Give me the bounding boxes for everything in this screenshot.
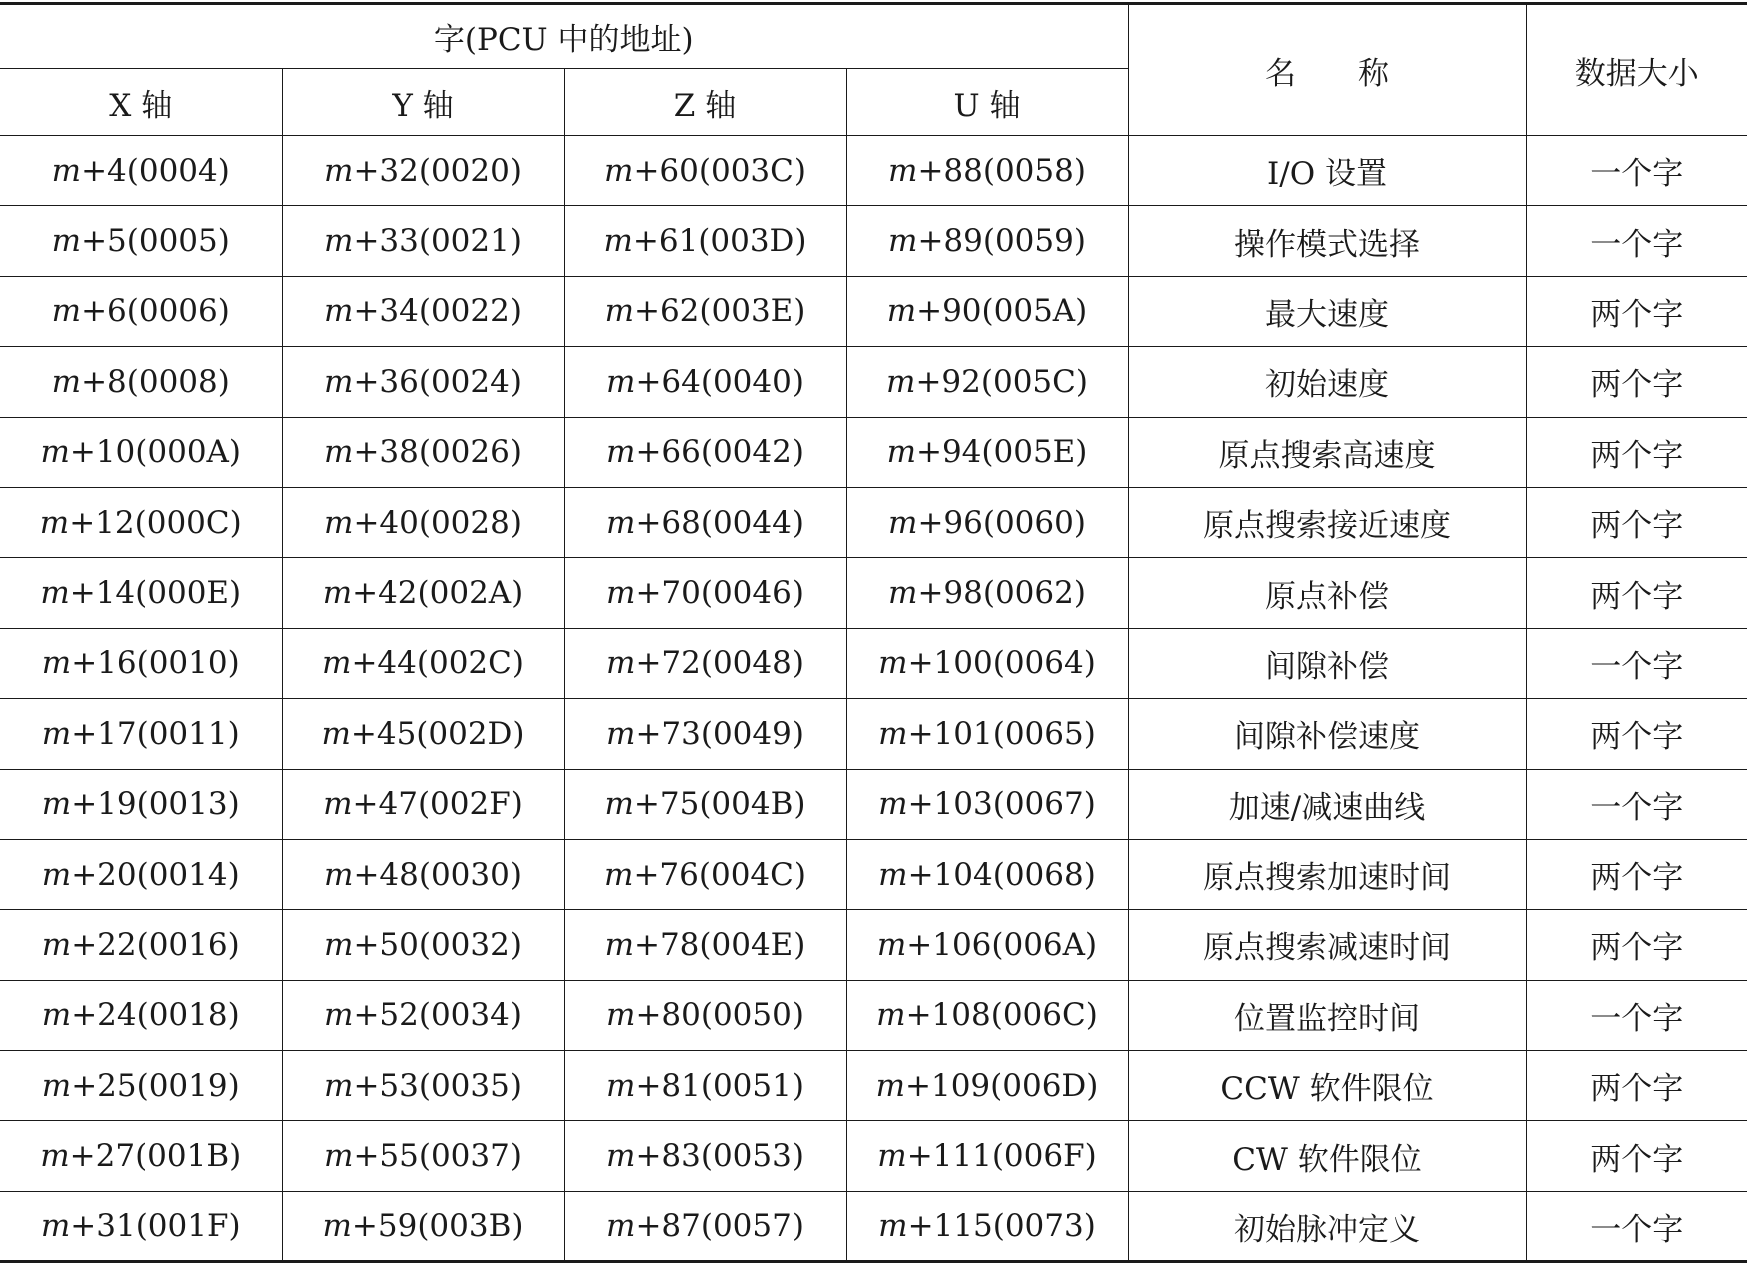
- base-address-variable: m: [41, 856, 72, 893]
- parameter-name-cell: CCW 软件限位: [1128, 1051, 1526, 1121]
- base-address-variable: m: [877, 1138, 907, 1175]
- table-row: [0, 558, 1747, 628]
- address-offset: +104(0068): [907, 856, 1096, 893]
- address-offset: +27(001B): [69, 1138, 242, 1175]
- address-offset: +61(003D): [632, 223, 807, 260]
- address-offset: +94(005E): [915, 434, 1088, 471]
- address-offset: +8(0008): [81, 363, 230, 400]
- data-size-cell: 一个字: [1526, 136, 1747, 206]
- base-address-variable: m: [888, 223, 918, 260]
- y-axis-address-cell: [282, 1051, 564, 1121]
- base-address-variable: m: [606, 715, 636, 752]
- u-axis-address-cell: [846, 487, 1128, 557]
- y-axis-address-cell: [282, 558, 564, 628]
- z-axis-address-cell: [564, 487, 846, 557]
- address-offset: +33(0021): [353, 223, 522, 260]
- base-address-variable: m: [324, 856, 354, 893]
- table-row: [0, 628, 1747, 698]
- data-size-cell: 一个字: [1526, 1191, 1747, 1261]
- table-body: [0, 136, 1747, 1262]
- address-offset: +90(005A): [916, 293, 1088, 330]
- table-row: [0, 1121, 1747, 1191]
- address-offset: +111(006F): [906, 1138, 1097, 1175]
- data-size-cell: 两个字: [1526, 1121, 1747, 1191]
- address-offset: +50(0032): [353, 926, 522, 963]
- address-offset: +38(0026): [353, 434, 522, 471]
- data-size-cell: 一个字: [1526, 206, 1747, 276]
- y-axis-address-cell: [282, 980, 564, 1050]
- address-offset: +68(0044): [635, 504, 804, 541]
- address-offset: +80(0050): [635, 997, 804, 1034]
- base-address-variable: m: [41, 997, 72, 1034]
- address-offset: +10(000A): [69, 434, 242, 471]
- table-row: [0, 417, 1747, 487]
- table-row: [0, 1191, 1747, 1261]
- y-axis-address-cell: [282, 839, 564, 909]
- u-axis-address-cell: [846, 136, 1128, 206]
- base-address-variable: m: [324, 926, 354, 963]
- address-offset: +76(004C): [633, 856, 806, 893]
- address-offset: +83(0053): [635, 1138, 804, 1175]
- base-address-variable: m: [886, 434, 916, 471]
- address-offset: +62(003E): [633, 293, 806, 330]
- base-address-variable: m: [324, 363, 354, 400]
- y-axis-address-cell: [282, 628, 564, 698]
- z-axis-address-cell: [564, 1051, 846, 1121]
- address-offset: +101(0065): [907, 715, 1096, 752]
- y-axis-address-cell: [282, 347, 564, 417]
- base-address-variable: m: [324, 1067, 354, 1104]
- x-axis-address-cell: [0, 980, 282, 1050]
- address-offset: +48(0030): [353, 856, 522, 893]
- address-offset: +103(0067): [907, 786, 1096, 823]
- parameter-name-cell: 操作模式选择: [1128, 206, 1526, 276]
- base-address-variable: m: [878, 645, 908, 682]
- u-axis-address-cell: [846, 417, 1128, 487]
- x-axis-address-cell: [0, 206, 282, 276]
- base-address-variable: m: [888, 152, 918, 189]
- address-offset: +12(000C): [69, 504, 242, 541]
- base-address-variable: m: [878, 715, 908, 752]
- base-address-variable: m: [886, 293, 917, 330]
- address-offset: +109(006D): [905, 1067, 1099, 1104]
- u-axis-address-cell: [846, 769, 1128, 839]
- data-size-cell: 两个字: [1526, 276, 1747, 346]
- u-axis-address-cell: [846, 347, 1128, 417]
- z-axis-address-cell: [564, 1191, 846, 1261]
- data-size-cell: 两个字: [1526, 558, 1747, 628]
- address-offset: +96(0060): [917, 504, 1086, 541]
- base-address-variable: m: [41, 645, 72, 682]
- u-axis-address-cell: [846, 558, 1128, 628]
- address-offset: +31(001F): [70, 1208, 241, 1245]
- parameter-name-cell: 原点搜索减速时间: [1128, 910, 1526, 980]
- y-axis-header: Y 轴: [282, 69, 564, 136]
- u-axis-address-cell: [846, 1191, 1128, 1261]
- address-offset: +16(0010): [71, 645, 240, 682]
- base-address-variable: m: [606, 645, 636, 682]
- u-axis-address-cell: [846, 1121, 1128, 1191]
- address-offset: +100(0064): [907, 645, 1096, 682]
- y-axis-address-cell: [282, 206, 564, 276]
- z-axis-address-cell: [564, 980, 846, 1050]
- parameter-name-cell: CW 软件限位: [1128, 1121, 1526, 1191]
- base-address-variable: m: [324, 434, 354, 471]
- data-size-cell: 两个字: [1526, 1051, 1747, 1121]
- x-axis-address-cell: [0, 628, 282, 698]
- parameter-name-cell: 加速/减速曲线: [1128, 769, 1526, 839]
- address-offset: +75(004B): [633, 786, 806, 823]
- base-address-variable: m: [40, 575, 70, 612]
- parameter-name-cell: 初始速度: [1128, 347, 1526, 417]
- base-address-variable: m: [876, 926, 907, 963]
- z-axis-address-cell: [564, 628, 846, 698]
- data-size-cell: 两个字: [1526, 699, 1747, 769]
- address-offset: +59(003B): [351, 1208, 524, 1245]
- table-row: [0, 839, 1747, 909]
- address-offset: +70(0046): [635, 575, 804, 612]
- base-address-variable: m: [324, 152, 354, 189]
- x-axis-address-cell: [0, 769, 282, 839]
- base-address-variable: m: [40, 1138, 70, 1175]
- address-offset: +115(0073): [907, 1208, 1096, 1245]
- u-axis-header: U 轴: [846, 69, 1128, 136]
- address-offset: +22(0016): [71, 926, 240, 963]
- parameter-name-cell: 原点搜索接近速度: [1128, 487, 1526, 557]
- y-axis-address-cell: [282, 276, 564, 346]
- base-address-variable: m: [324, 293, 354, 330]
- data-size-cell: 两个字: [1526, 347, 1747, 417]
- base-address-variable: m: [51, 152, 82, 189]
- base-address-variable: m: [606, 997, 636, 1034]
- x-axis-header: X 轴: [0, 69, 282, 136]
- base-address-variable: m: [322, 575, 353, 612]
- address-offset: +6(0006): [81, 293, 230, 330]
- address-offset: +5(0005): [81, 223, 230, 260]
- base-address-variable: m: [51, 363, 82, 400]
- base-address-variable: m: [603, 223, 633, 260]
- u-axis-address-cell: [846, 276, 1128, 346]
- base-address-variable: m: [606, 575, 636, 612]
- address-offset: +42(002A): [352, 575, 524, 612]
- base-address-variable: m: [324, 1138, 354, 1175]
- base-address-variable: m: [604, 293, 634, 330]
- u-axis-address-cell: [846, 206, 1128, 276]
- table-row: [0, 206, 1747, 276]
- u-axis-address-cell: [846, 980, 1128, 1050]
- base-address-variable: m: [51, 223, 82, 260]
- base-address-variable: m: [606, 434, 636, 471]
- u-axis-address-cell: [846, 839, 1128, 909]
- address-offset: +14(000E): [69, 575, 242, 612]
- base-address-variable: m: [604, 152, 634, 189]
- x-axis-address-cell: [0, 699, 282, 769]
- data-size-cell: 两个字: [1526, 839, 1747, 909]
- address-offset: +66(0042): [635, 434, 804, 471]
- address-offset: +17(0011): [71, 715, 240, 752]
- address-offset: +106(006A): [906, 926, 1098, 963]
- address-offset: +19(0013): [71, 786, 240, 823]
- address-offset: +60(003C): [633, 152, 806, 189]
- base-address-variable: m: [606, 1067, 636, 1104]
- data-size-cell: 两个字: [1526, 417, 1747, 487]
- table-row: [0, 136, 1747, 206]
- address-offset: +36(0024): [353, 363, 522, 400]
- address-offset: +88(0058): [917, 152, 1086, 189]
- header-row-1: [0, 4, 1747, 69]
- base-address-variable: m: [324, 997, 354, 1034]
- y-axis-address-cell: [282, 699, 564, 769]
- table-row: [0, 980, 1747, 1050]
- address-offset: +52(0034): [353, 997, 522, 1034]
- x-axis-address-cell: [0, 1051, 282, 1121]
- base-address-variable: m: [606, 363, 636, 400]
- name-column-header: 名 称: [1128, 4, 1526, 136]
- address-group-header: 字(PCU 中的地址): [0, 4, 1128, 69]
- base-address-variable: m: [41, 786, 72, 823]
- parameter-name-cell: 原点搜索加速时间: [1128, 839, 1526, 909]
- parameter-name-cell: 原点补偿: [1128, 558, 1526, 628]
- parameter-name-cell: 最大速度: [1128, 276, 1526, 346]
- base-address-variable: m: [878, 1208, 908, 1245]
- base-address-variable: m: [875, 1067, 906, 1104]
- table-row: [0, 910, 1747, 980]
- address-offset: +53(0035): [353, 1067, 522, 1104]
- address-offset: +24(0018): [71, 997, 240, 1034]
- x-axis-address-cell: [0, 417, 282, 487]
- z-axis-address-cell: [564, 839, 846, 909]
- table-row: [0, 347, 1747, 417]
- address-offset: +73(0049): [635, 715, 804, 752]
- z-axis-address-cell: [564, 417, 846, 487]
- x-axis-address-cell: [0, 558, 282, 628]
- base-address-variable: m: [604, 926, 634, 963]
- base-address-variable: m: [606, 1208, 636, 1245]
- base-address-variable: m: [41, 926, 72, 963]
- parameter-name-cell: 位置监控时间: [1128, 980, 1526, 1050]
- address-offset: +87(0057): [635, 1208, 804, 1245]
- z-axis-address-cell: [564, 136, 846, 206]
- address-offset: +45(002D): [350, 715, 525, 752]
- x-axis-address-cell: [0, 487, 282, 557]
- z-axis-address-cell: [564, 558, 846, 628]
- base-address-variable: m: [886, 363, 916, 400]
- x-axis-address-cell: [0, 1121, 282, 1191]
- address-offset: +34(0022): [353, 293, 522, 330]
- data-size-cell: 两个字: [1526, 910, 1747, 980]
- data-size-cell: 一个字: [1526, 980, 1747, 1050]
- base-address-variable: m: [321, 715, 351, 752]
- base-address-variable: m: [40, 1208, 71, 1245]
- address-offset: +47(002F): [352, 786, 523, 823]
- address-offset: +32(0020): [353, 152, 522, 189]
- base-address-variable: m: [606, 1138, 636, 1175]
- address-offset: +44(002C): [351, 645, 524, 682]
- x-axis-address-cell: [0, 910, 282, 980]
- base-address-variable: m: [322, 1208, 352, 1245]
- y-axis-address-cell: [282, 417, 564, 487]
- table-row: [0, 769, 1747, 839]
- x-axis-address-cell: [0, 136, 282, 206]
- y-axis-address-cell: [282, 1121, 564, 1191]
- x-axis-address-cell: [0, 276, 282, 346]
- data-size-cell: 一个字: [1526, 769, 1747, 839]
- z-axis-address-cell: [564, 276, 846, 346]
- table-row: [0, 487, 1747, 557]
- address-offset: +92(005C): [915, 363, 1088, 400]
- base-address-variable: m: [604, 856, 634, 893]
- z-axis-address-cell: [564, 206, 846, 276]
- y-axis-address-cell: [282, 769, 564, 839]
- parameter-name-cell: 间隙补偿速度: [1128, 699, 1526, 769]
- parameter-name-cell: 初始脉冲定义: [1128, 1191, 1526, 1261]
- base-address-variable: m: [41, 1067, 72, 1104]
- base-address-variable: m: [878, 856, 908, 893]
- y-axis-address-cell: [282, 910, 564, 980]
- base-address-variable: m: [878, 786, 908, 823]
- z-axis-address-cell: [564, 1121, 846, 1191]
- base-address-variable: m: [876, 997, 906, 1034]
- table-row: [0, 699, 1747, 769]
- z-axis-address-cell: [564, 769, 846, 839]
- y-axis-address-cell: [282, 1191, 564, 1261]
- data-size-cell: 一个字: [1526, 628, 1747, 698]
- address-offset: +81(0051): [635, 1067, 804, 1104]
- base-address-variable: m: [324, 223, 354, 260]
- u-axis-address-cell: [846, 1051, 1128, 1121]
- u-axis-address-cell: [846, 910, 1128, 980]
- address-offset: +40(0028): [353, 504, 522, 541]
- z-axis-address-cell: [564, 910, 846, 980]
- base-address-variable: m: [40, 434, 70, 471]
- address-offset: +72(0048): [635, 645, 804, 682]
- size-column-header: 数据大小: [1526, 4, 1747, 136]
- parameter-address-table: [0, 2, 1747, 1263]
- data-size-cell: 两个字: [1526, 487, 1747, 557]
- parameter-name-cell: 间隙补偿: [1128, 628, 1526, 698]
- parameter-name-cell: 原点搜索高速度: [1128, 417, 1526, 487]
- address-offset: +55(0037): [353, 1138, 522, 1175]
- x-axis-address-cell: [0, 1191, 282, 1261]
- base-address-variable: m: [888, 575, 918, 612]
- z-axis-header: Z 轴: [564, 69, 846, 136]
- address-offset: +4(0004): [81, 152, 230, 189]
- table-row: [0, 1051, 1747, 1121]
- base-address-variable: m: [322, 645, 352, 682]
- u-axis-address-cell: [846, 699, 1128, 769]
- base-address-variable: m: [323, 786, 353, 823]
- table-row: [0, 276, 1747, 346]
- z-axis-address-cell: [564, 699, 846, 769]
- address-offset: +64(0040): [635, 363, 804, 400]
- base-address-variable: m: [41, 715, 72, 752]
- base-address-variable: m: [51, 293, 82, 330]
- x-axis-address-cell: [0, 839, 282, 909]
- z-axis-address-cell: [564, 347, 846, 417]
- base-address-variable: m: [324, 504, 354, 541]
- y-axis-address-cell: [282, 487, 564, 557]
- base-address-variable: m: [604, 786, 634, 823]
- address-offset: +108(006C): [905, 997, 1098, 1034]
- u-axis-address-cell: [846, 628, 1128, 698]
- x-axis-address-cell: [0, 347, 282, 417]
- base-address-variable: m: [606, 504, 636, 541]
- y-axis-address-cell: [282, 136, 564, 206]
- parameter-name-cell: I/O 设置: [1128, 136, 1526, 206]
- base-address-variable: m: [39, 504, 70, 541]
- address-offset: +25(0019): [71, 1067, 240, 1104]
- address-offset: +89(0059): [917, 223, 1086, 260]
- address-offset: +78(004E): [633, 926, 806, 963]
- base-address-variable: m: [888, 504, 918, 541]
- address-offset: +20(0014): [71, 856, 240, 893]
- address-offset: +98(0062): [917, 575, 1086, 612]
